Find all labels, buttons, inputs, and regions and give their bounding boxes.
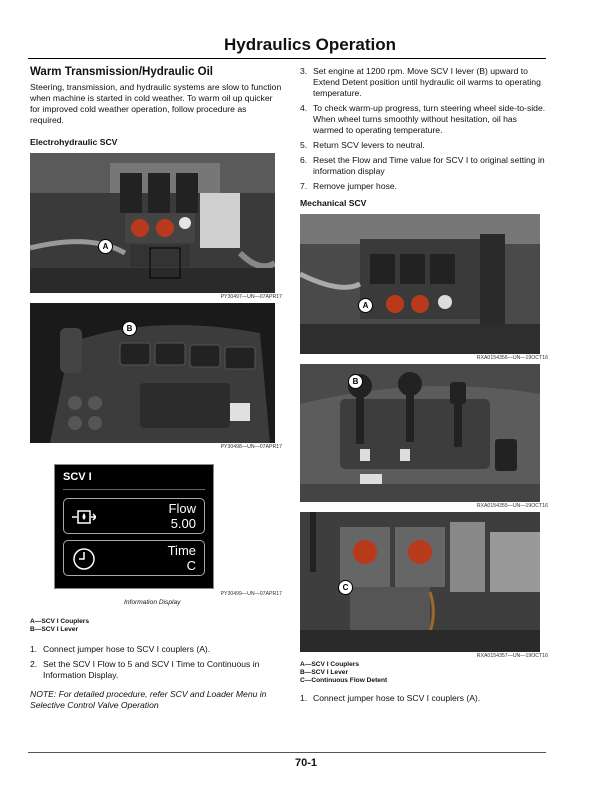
steps-list xyxy=(300,693,548,704)
step: 1. Connect jumper hose to SCV I couplers (A). xyxy=(30,644,211,654)
callout-a: A xyxy=(98,239,113,254)
steps-list xyxy=(300,66,548,192)
time-row xyxy=(63,540,205,576)
legend xyxy=(300,661,548,685)
page-title: Hydraulics Operation xyxy=(224,35,396,54)
callout-b: B xyxy=(348,374,363,389)
step: 6. Reset the Flow and Time value for SCV I to original setting in information display xyxy=(300,155,545,176)
flow-value: 5.00 xyxy=(170,516,196,531)
callout-c: C xyxy=(338,580,353,595)
legend-item: B—SCV I Lever xyxy=(30,626,79,633)
header-rule xyxy=(28,58,546,59)
figure-code: PY30498—UN—07APR17 xyxy=(220,444,282,450)
display-header: SCV I xyxy=(63,471,205,490)
figure-code: RXA0154355—UN—19OCT16 xyxy=(476,503,548,509)
scv-couplers-photo xyxy=(30,153,275,293)
step: 3. Set engine at 1200 rpm. Move SCV I lever (B) upward to Extend Detent position until hydraulic oil warms to operating temperature. xyxy=(300,66,541,98)
flow-label: Flow xyxy=(168,501,196,516)
right-column xyxy=(300,66,548,708)
electrohydraulic-subtitle: Electrohydraulic SCV xyxy=(30,137,118,147)
step: 7. Remove jumper hose. xyxy=(300,181,398,191)
figure-caption: Information Display xyxy=(124,599,181,606)
flow-row xyxy=(63,498,205,534)
figure-code: RXA0154357—UN—19OCT16 xyxy=(476,653,548,659)
step: 5. Return SCV levers to neutral. xyxy=(300,140,425,150)
footer-rule xyxy=(28,752,546,753)
flow-icon xyxy=(72,505,96,529)
clock-icon xyxy=(72,547,96,571)
steps-list xyxy=(30,644,282,681)
step: 4. To check warm-up progress, turn steering wheel side-to-side. When wheel turns smoothly without hesitation, oil has warmed to operating temperature. xyxy=(300,103,546,135)
callout-b: B xyxy=(122,321,137,336)
flow-detent-photo xyxy=(300,512,540,652)
figure-code: PY30497—UN—07APR17 xyxy=(220,294,282,300)
left-column xyxy=(30,66,282,711)
scv-lever-photo xyxy=(30,303,275,443)
mechanical-subtitle: Mechanical SCV xyxy=(300,198,367,208)
time-value: C xyxy=(186,558,196,573)
legend-item: B—SCV I Lever xyxy=(300,669,349,676)
figure-code: RXA0154356—UN—19OCT16 xyxy=(476,355,548,361)
section-title: Warm Transmission/Hydraulic Oil xyxy=(30,66,213,78)
legend xyxy=(30,618,282,634)
time-label: Time xyxy=(167,543,196,558)
legend-item: A—SCV I Couplers xyxy=(300,661,359,668)
step: 1. Connect jumper hose to SCV I couplers (A). xyxy=(300,693,481,703)
page-number: 70-1 xyxy=(294,757,318,769)
figure-code: PY30499—UN—07APR17 xyxy=(220,591,282,597)
intro-paragraph: Steering, transmission, and hydraulic systems are slow to function when machine is started in cold weather. To warm oil up quicker for improved cold weather operation, follow procedure as required. xyxy=(30,82,282,125)
mechanical-lever-photo xyxy=(300,364,540,502)
note: NOTE: For detailed procedure, refer SCV and Loader Menu in Selective Control Valve Operation xyxy=(30,689,267,710)
mechanical-couplers-photo xyxy=(300,214,540,354)
information-display xyxy=(54,464,214,589)
legend-item: A—SCV I Couplers xyxy=(30,618,89,625)
step: 2. Set the SCV I Flow to 5 and SCV I Time to Continuous in Information Display. xyxy=(30,659,260,680)
callout-a: A xyxy=(358,298,373,313)
legend-item: C—Continuous Flow Detent xyxy=(300,677,388,684)
